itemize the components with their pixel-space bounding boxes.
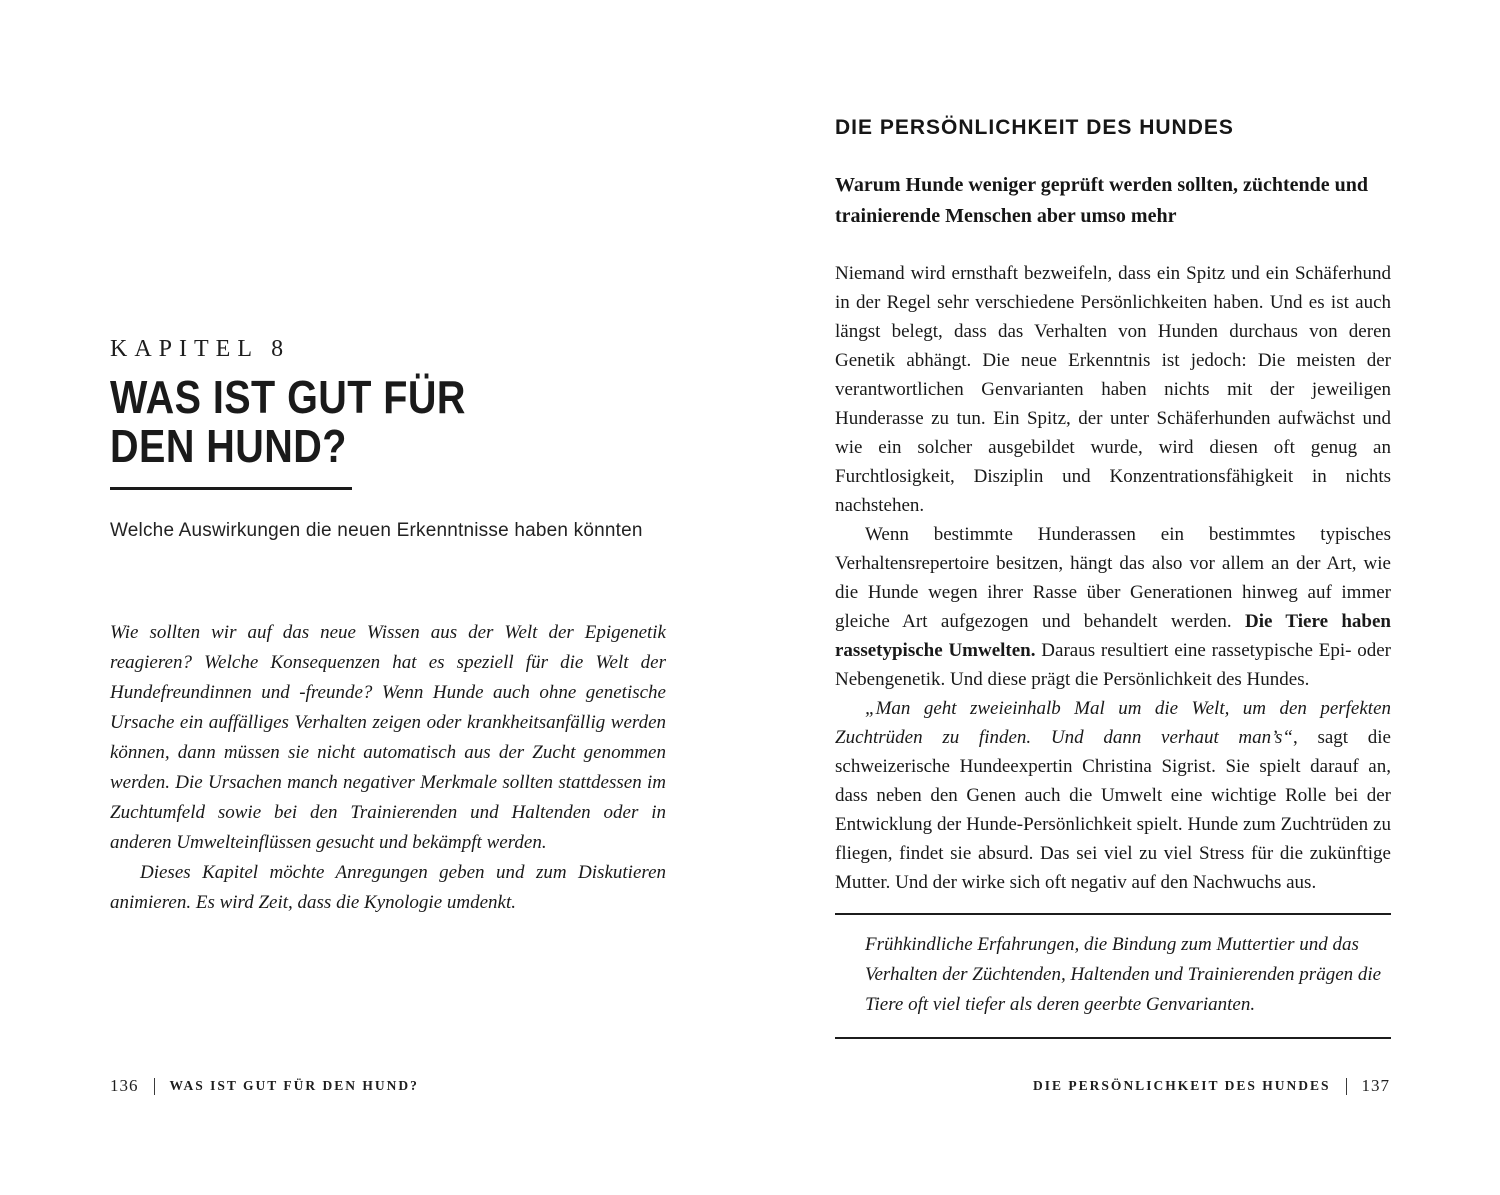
running-title-right: DIE PERSÖNLICHKEIT DES HUNDES [1033,1078,1331,1093]
chapter-title [110,373,666,471]
section-subheading: Warum Hunde weniger geprüft werden sollten, züchtende und trainierende Menschen aber umso mehr [835,174,1368,227]
body-paragraph-3-text: , sagt die schweizerische Hundeexpertin Christina Sigrist. Sie spielt darauf an, dass neben den Genen auch die Umwelt eine wichtige Rolle bei der Entwicklung der Hunde-Persönlichkeit spielt. Hunde zum Zuchtrüden zu fliegen, findet sie absurd. Das sei viel zu viel Stress für die zukünftige Mutter. Und der wirke sich oft negativ auf den Nachwuchs aus. [835,727,1391,893]
body-paragraph-3-quote: „Man geht zweieinhalb Mal um die Welt, um den perfekten Zuchtrüden zu finden. Und dann verhaut man’s“ [835,698,1391,748]
chapter-subtitle: Welche Auswirkungen die neuen Erkenntnisse haben könnten [110,520,643,541]
body-paragraph-2-text-end: Daraus resultiert eine rassetypische Epi- oder Nebengenetik. Und diese prägt die Persönlichkeit des Hundes. [835,640,1391,690]
page-footer-right [1033,1076,1390,1096]
title-underline-rule [110,487,352,490]
running-title-left: WAS IST GUT FÜR DEN HUND? [169,1078,419,1093]
page-footer-left [110,1076,419,1096]
body-paragraph-2 [835,520,1391,694]
body-paragraph-2-bold-text: Die Tiere haben rassetypische Umwelten. [835,611,1392,661]
chapter-title-line-2: DEN HUND? [110,420,347,472]
right-page-column [835,116,1391,1039]
chapter-opener [110,336,666,542]
footer-divider [1346,1078,1347,1095]
page-number-left: 136 [110,1076,139,1095]
chapter-title-line-1: WAS IST GUT FÜR [110,371,466,423]
footer-divider [154,1078,155,1095]
chapter-kicker: KAPITEL 8 [110,336,291,362]
callout-box [835,913,1391,1039]
body-paragraph-2-text: Wenn bestimmte Hunderassen ein bestimmtes typisches Verhaltensrepertoire besitzen, hängt das also vor allem an der Art, wie die Hunde wegen ihrer Rasse über Generationen hinweg auf immer gleiche Art aufgezogen und behandelt werden. [835,524,1391,632]
page-number-right: 137 [1361,1076,1390,1095]
chapter-intro [110,618,666,918]
intro-paragraph-1: Wie sollten wir auf das neue Wissen aus der Welt der Epigenetik reagieren? Welche Konsequenzen hat es speziell für die Welt der Hundefreundinnen und -freunde? Wenn Hunde auch ohne genetische Ursache ein auffälliges Verhalten zeigen oder krankheitsanfällig werden können, dann müssen sie nicht automatisch aus der Zucht genommen werden. Die Ursachen manch negativer Merkmale sollten stattdessen im Zuchtumfeld sowie bei den Trainierenden und Haltenden oder in anderen Umwelteinflüssen gesucht und bekämpft werden. [110,622,666,853]
section-heading: DIE PERSÖNLICHKEIT DES HUNDES [835,116,1234,139]
body-paragraph-1: Niemand wird ernsthaft bezweifeln, dass ein Spitz und ein Schäferhund in der Regel sehr verschiedene Persönlichkeiten haben. Und es ist auch längst belegt, dass das Verhalten von Hunden durchaus von deren Genetik abhängt. Die neue Erkenntnis ist jedoch: Die meisten der verantwortlichen Genvarianten haben nichts mit der jeweiligen Hunderasse zu tun. Ein Spitz, der unter Schäferhunden aufwächst und wie ein solcher ausgebildet wurde, wird diesen oft genug an Furchtlosigkeit, Disziplin und Konzentrationsfähigkeit in nichts nachstehen. [835,263,1391,516]
callout-text: Frühkindliche Erfahrungen, die Bindung zum Muttertier und das Verhalten der Züchtenden, Haltenden und Trainierenden prägen die Tiere oft viel tiefer als deren geerbte Genvarianten. [865,934,1382,1015]
intro-paragraph-2: Dieses Kapitel möchte Anregungen geben und zum Diskutieren animieren. Es wird Zeit, dass die Kynologie umdenkt. [110,862,666,913]
body-text [835,259,1391,897]
body-paragraph-3 [835,694,1391,897]
